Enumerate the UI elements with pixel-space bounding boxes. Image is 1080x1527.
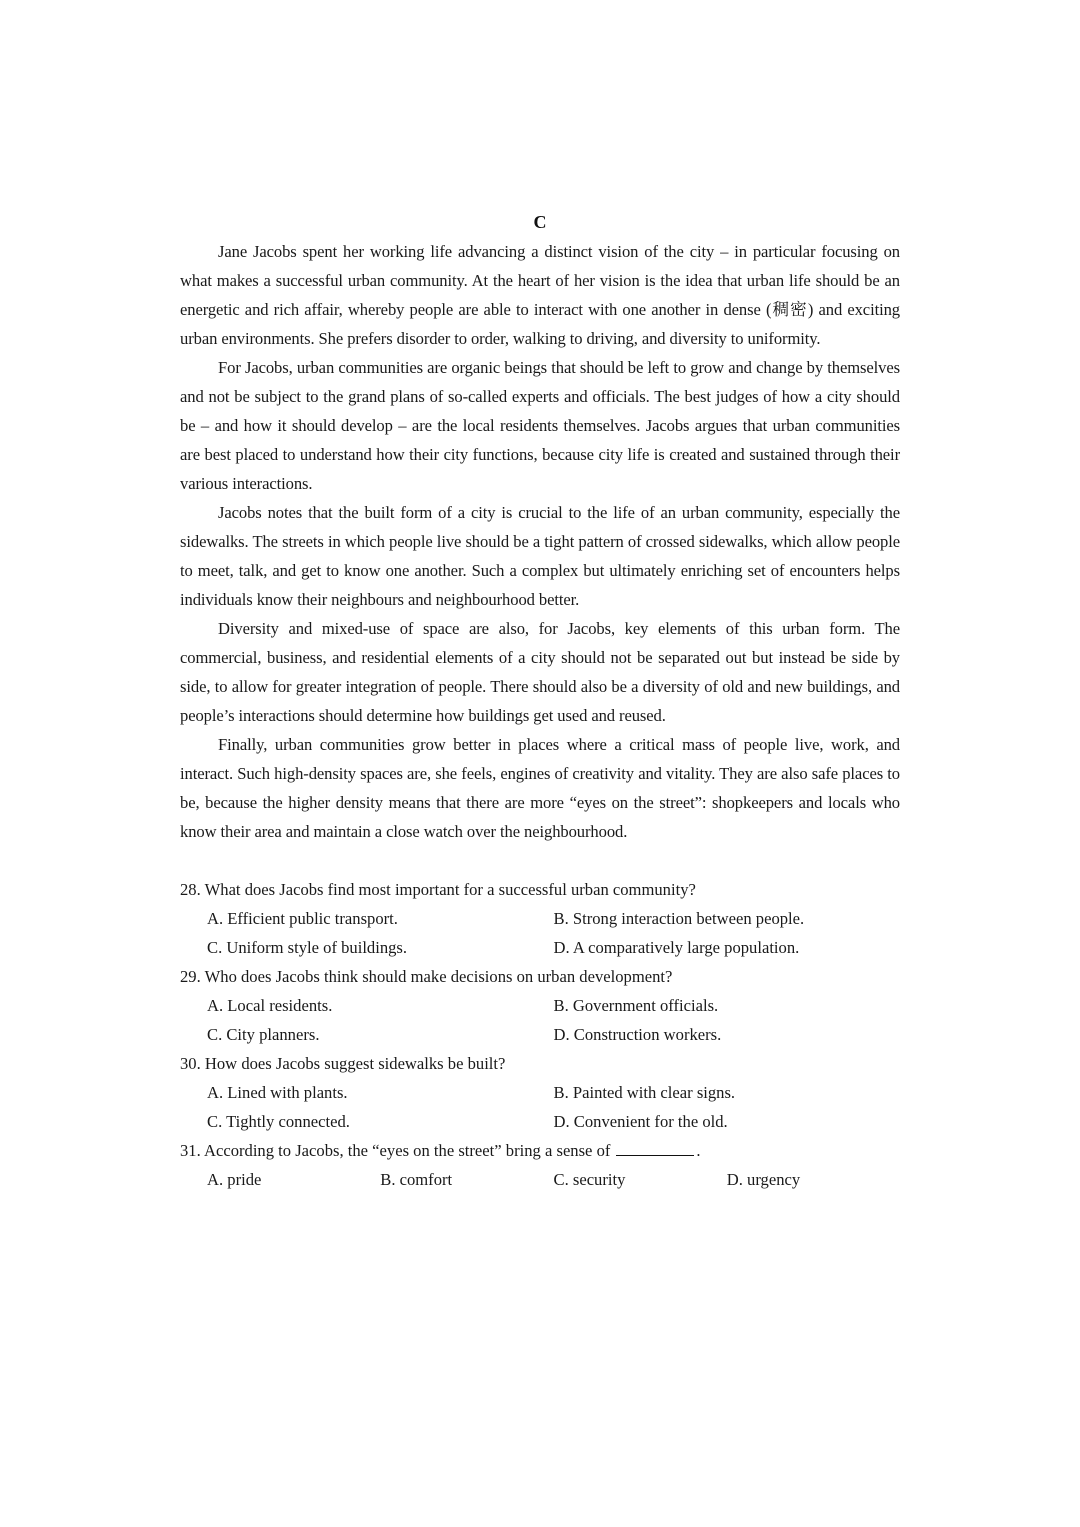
answer-blank[interactable] bbox=[616, 1141, 694, 1156]
options-row bbox=[180, 1020, 900, 1049]
question-text: How does Jacobs suggest sidewalks be built? bbox=[204, 1054, 506, 1073]
option-a[interactable]: A. pride bbox=[207, 1170, 262, 1189]
option-a[interactable]: A. Lined with plants. bbox=[207, 1083, 348, 1102]
option-c[interactable]: C. Uniform style of buildings. bbox=[207, 938, 408, 957]
option-b[interactable]: B. Government officials. bbox=[553, 996, 719, 1015]
options-row bbox=[180, 991, 900, 1020]
option-d[interactable]: D. A comparatively large population. bbox=[553, 938, 800, 957]
question-stem bbox=[180, 1049, 900, 1078]
options-row bbox=[180, 933, 900, 962]
options-row bbox=[180, 1165, 900, 1194]
question-text: Who does Jacobs think should make decisions on urban development? bbox=[204, 967, 673, 986]
question-28 bbox=[180, 875, 900, 962]
option-a[interactable]: A. Local residents. bbox=[207, 996, 333, 1015]
options-row bbox=[180, 904, 900, 933]
option-b[interactable]: B. Painted with clear signs. bbox=[553, 1083, 736, 1102]
question-stem bbox=[180, 962, 900, 991]
question-number: 29. bbox=[180, 967, 201, 986]
section-heading: C bbox=[533, 212, 547, 232]
passage-paragraph-5: Finally, urban communities grow better in places where a critical mass of people live, work, and interact. Such high-density spaces are, she feels, engines of creativity and vitality. They are also safe places to be, because the higher density means that there are more “eyes on the street”: shopkeepers and locals who know their area and maintain a close watch over the neighbourhood. bbox=[180, 735, 900, 841]
option-b[interactable]: B. comfort bbox=[380, 1170, 453, 1189]
option-c[interactable]: C. security bbox=[553, 1170, 626, 1189]
options-row bbox=[180, 1107, 900, 1136]
question-text: According to Jacobs, the “eyes on the street” bring a sense of bbox=[203, 1141, 611, 1160]
options-row bbox=[180, 1078, 900, 1107]
question-30 bbox=[180, 1049, 900, 1136]
question-stem bbox=[180, 1136, 900, 1165]
option-a[interactable]: A. Efficient public transport. bbox=[207, 909, 398, 928]
question-31 bbox=[180, 1136, 900, 1194]
question-stem-end: . bbox=[696, 1141, 701, 1160]
question-number: 31. bbox=[180, 1141, 201, 1160]
option-d[interactable]: D. Convenient for the old. bbox=[553, 1112, 728, 1131]
question-stem bbox=[180, 875, 900, 904]
question-29 bbox=[180, 962, 900, 1049]
passage-paragraph-2: For Jacobs, urban communities are organic beings that should be left to grow and change by themselves and not be subject to the grand plans of so-called experts and officials. The best judges of how a city should be – and how it should develop – are the local residents themselves. Jacobs argues that urban communities are best placed to understand how their city functions, because city life is created and sustained through their various interactions. bbox=[180, 358, 900, 493]
option-c[interactable]: C. City planners. bbox=[207, 1025, 320, 1044]
question-number: 30. bbox=[180, 1054, 201, 1073]
question-text: What does Jacobs find most important for a successful urban community? bbox=[204, 880, 696, 899]
option-b[interactable]: B. Strong interaction between people. bbox=[553, 909, 805, 928]
passage-paragraph-3: Jacobs notes that the built form of a city is crucial to the life of an urban community, especially the sidewalks. The streets in which people live should be a tight pattern of crossed sidewalks, which allow people to meet, talk, and get to know one another. Such a complex but ultimately enriching set of encounters helps individuals know their neighbours and neighbourhood better. bbox=[180, 503, 900, 609]
passage-paragraph-1: Jane Jacobs spent her working life advancing a distinct vision of the city – in particular focusing on what makes a successful urban community. At the heart of her vision is the idea that urban life should be an energetic and rich affair, whereby people are able to interact with one another in dense (稠密) and exciting urban environments. She prefers disorder to order, walking to driving, and diversity to uniformity. bbox=[180, 242, 900, 348]
reading-passage bbox=[180, 237, 900, 846]
question-number: 28. bbox=[180, 880, 201, 899]
option-d[interactable]: D. Construction workers. bbox=[553, 1025, 722, 1044]
question-list bbox=[180, 875, 900, 1194]
passage-paragraph-4: Diversity and mixed-use of space are also, for Jacobs, key elements of this urban form. The commercial, business, and residential elements of a city should not be separated out but instead be side by side, to allow for greater integration of people. There should also be a diversity of old and new buildings, and people’s interactions should determine how buildings get used and reused. bbox=[180, 619, 900, 725]
option-c[interactable]: C. Tightly connected. bbox=[207, 1112, 350, 1131]
option-d[interactable]: D. urgency bbox=[726, 1170, 801, 1189]
exam-page bbox=[180, 208, 900, 1194]
